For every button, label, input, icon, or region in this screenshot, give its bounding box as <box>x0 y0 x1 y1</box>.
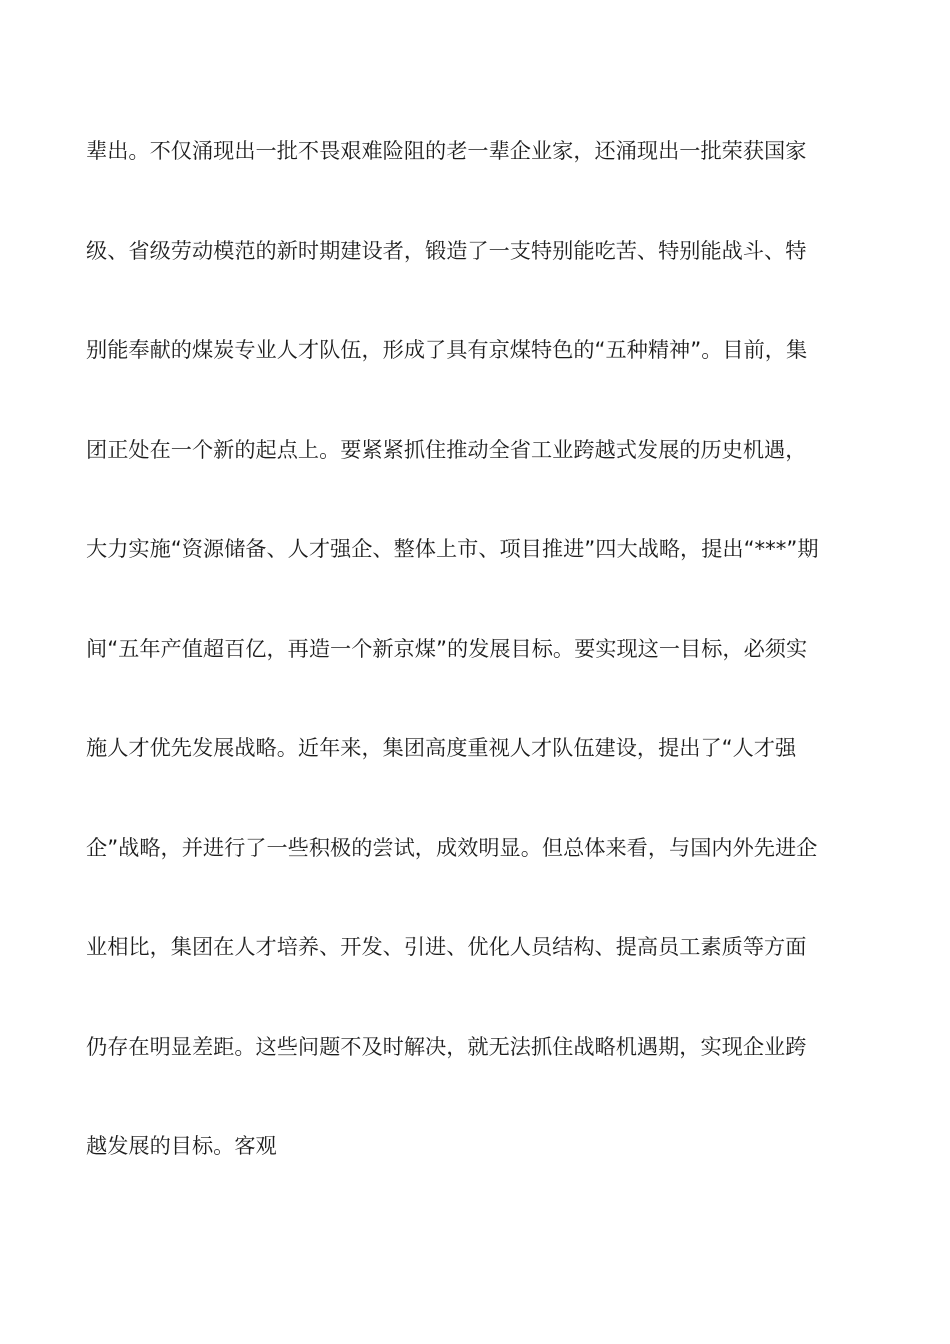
text-line-4: 团正处在一个新的起点上。要紧紧抓住推动全省工业跨越式发展的历史机遇， <box>86 436 807 462</box>
text-line-7: 施人才优先发展战略。近年来，集团高度重视人才队伍建设，提出了“人才强 <box>86 735 797 760</box>
text-line-3: 别能奉献的煤炭专业人才队伍，形成了具有京煤特色的“五种精神”。目前，集 <box>86 337 808 362</box>
text-line-2: 级、省级劳动模范的新时期建设者，锻造了一支特别能吃苦、特别能战斗、特 <box>86 237 807 263</box>
text-line-6: 间“五年产值超百亿，再造一个新京煤”的发展目标。要实现这一目标，必须实 <box>86 635 808 661</box>
body-text <box>86 130 866 1225</box>
text-line-10: 仍存在明显差距。这些问题不及时解决，就无法抓住战略机遇期，实现企业跨 <box>86 1033 807 1059</box>
text-line-8: 企”战略，并进行了一些积极的尝试，成效明显。但总体来看，与国内外先进企 <box>86 834 818 860</box>
text-line-5: 大力实施“资源储备、人才强企、整体上市、项目推进”四大战略，提出“***”期 <box>86 536 819 561</box>
text-line-11: 越发展的目标。客观 <box>86 1133 277 1158</box>
text-line-1: 辈出。不仅涌现出一批不畏艰难险阻的老一辈企业家，还涌现出一批荣获国家 <box>86 138 807 163</box>
text-line-9: 业相比，集团在人才培养、开发、引进、优化人员结构、提高员工素质等方面 <box>86 934 807 959</box>
